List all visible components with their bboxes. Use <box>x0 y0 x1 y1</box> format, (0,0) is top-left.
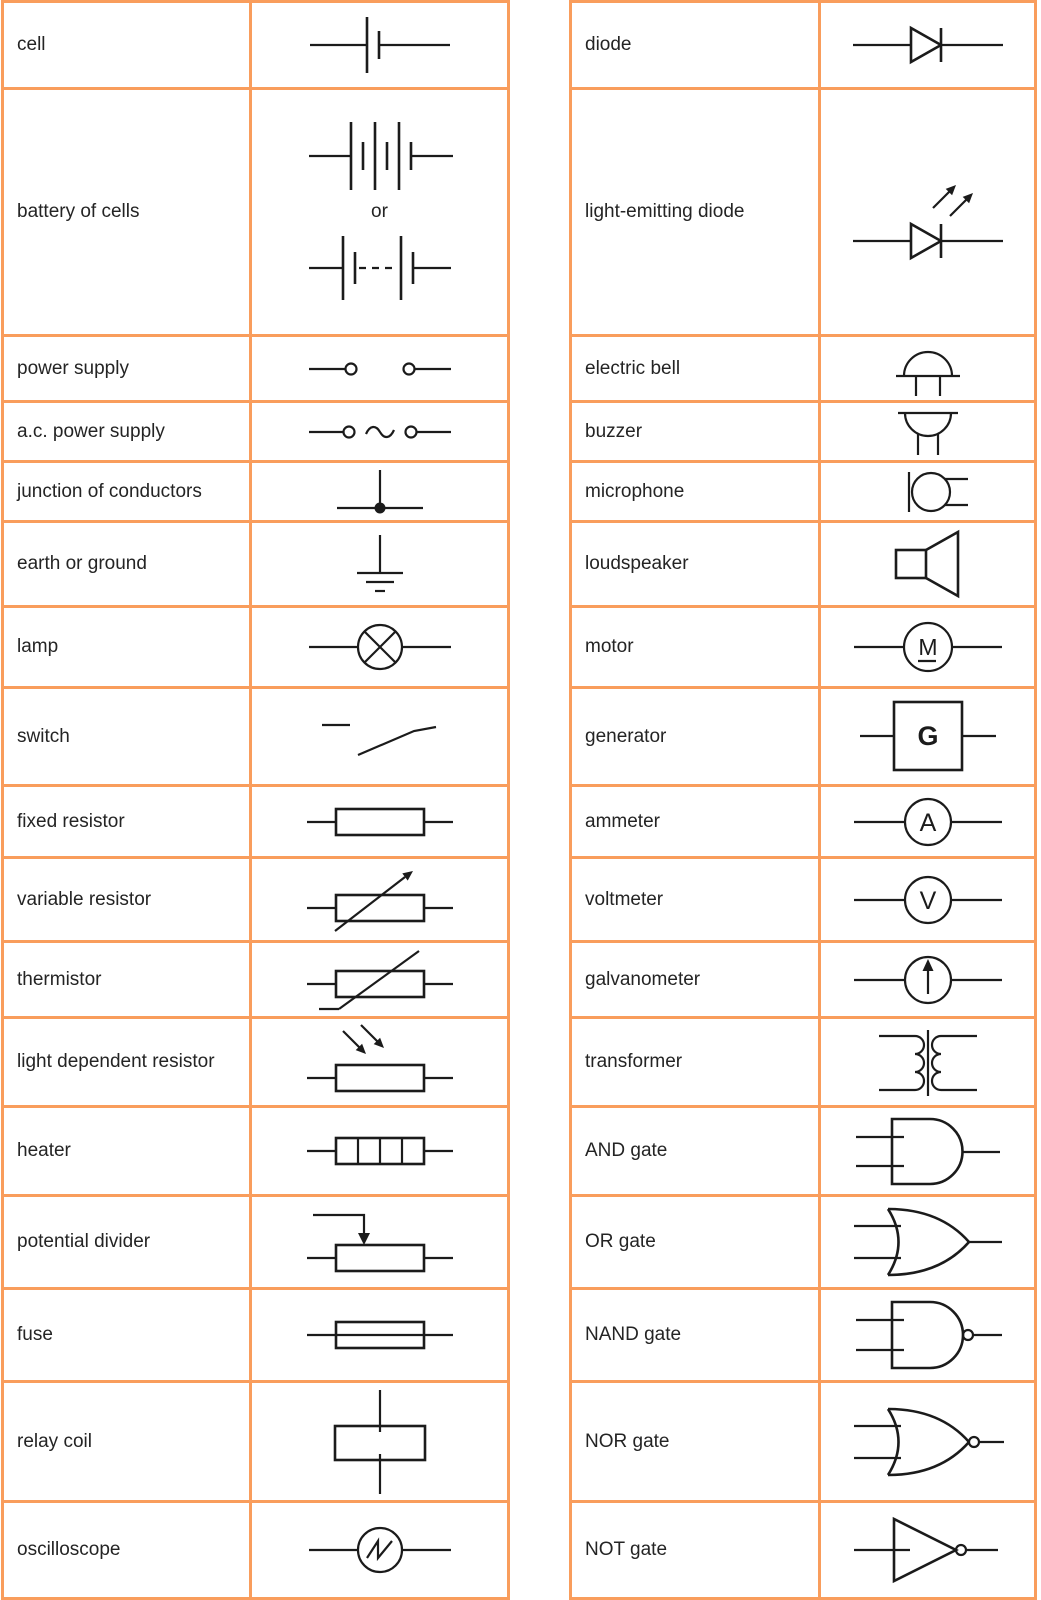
row-label: transformer <box>585 1051 683 1072</box>
buzzer-symbol-cell <box>821 403 1034 460</box>
galvanometer-label <box>572 943 818 1016</box>
led-label <box>572 90 818 334</box>
junction-symbol <box>325 464 435 520</box>
fixed-resistor-symbol-cell <box>252 787 507 856</box>
and-gate-symbol <box>848 1110 1008 1192</box>
oscilloscope-symbol <box>305 1520 455 1580</box>
led-symbol <box>848 151 1008 273</box>
circuit-symbols-table-left <box>1 0 510 1600</box>
ammeter-symbol <box>848 791 1008 853</box>
ldr-symbol <box>305 1021 455 1103</box>
variable-resistor-symbol-cell <box>252 859 507 940</box>
battery-label <box>4 90 249 334</box>
cell-label <box>4 3 249 87</box>
cell-symbol-cell <box>252 3 507 87</box>
electric-bell-label <box>572 337 818 400</box>
microphone-label <box>572 463 818 520</box>
row-label: buzzer <box>585 420 643 442</box>
thermistor-symbol <box>305 945 455 1015</box>
relay-coil-symbol <box>315 1386 445 1498</box>
generator-label <box>572 689 818 784</box>
led-symbol-cell <box>821 90 1034 334</box>
lamp-label <box>4 608 249 686</box>
row-label: electric bell <box>585 357 681 379</box>
row-label: oscilloscope <box>17 1539 121 1560</box>
electric-bell-symbol <box>868 340 988 398</box>
nor-gate-symbol <box>848 1396 1008 1488</box>
row-label: relay coil <box>17 1430 92 1452</box>
fuse-symbol <box>305 1309 455 1361</box>
thermistor-label <box>4 943 249 1016</box>
and-gate-label <box>572 1108 818 1194</box>
galvanometer-symbol-cell <box>821 943 1034 1016</box>
fuse-symbol-cell <box>252 1290 507 1380</box>
ldr-symbol-cell <box>252 1019 507 1105</box>
row-label: ammeter <box>585 810 660 832</box>
motor-letter: M <box>917 634 938 660</box>
ammeter-letter: A <box>919 808 936 837</box>
microphone-symbol-cell <box>821 463 1034 520</box>
diode-symbol <box>848 16 1008 74</box>
and-gate-symbol-cell <box>821 1108 1034 1194</box>
not-gate-symbol <box>848 1511 1008 1589</box>
row-label: thermistor <box>17 968 102 990</box>
cell-symbol <box>305 13 455 77</box>
not-gate-label <box>572 1503 818 1597</box>
not-gate-symbol-cell <box>821 1503 1034 1597</box>
row-label: junction of conductors <box>17 480 202 502</box>
ammeter-symbol-cell <box>821 787 1034 856</box>
microphone-symbol <box>873 465 983 519</box>
row-label: voltmeter <box>585 888 664 910</box>
heater-label <box>4 1108 249 1194</box>
earth-label <box>4 523 249 605</box>
row-label: NOT gate <box>585 1539 668 1560</box>
galvanometer-symbol <box>848 949 1008 1011</box>
voltmeter-label <box>572 859 818 940</box>
motor-symbol-cell <box>821 608 1034 686</box>
row-label: light dependent resistor <box>17 1051 215 1072</box>
voltmeter-symbol-cell <box>821 859 1034 940</box>
heater-symbol-cell <box>252 1108 507 1194</box>
buzzer-symbol <box>868 405 988 459</box>
loudspeaker-symbol <box>868 525 988 603</box>
row-label: galvanometer <box>585 968 701 990</box>
switch-symbol-cell <box>252 689 507 784</box>
fixed-resistor-label <box>4 787 249 856</box>
transformer-symbol-cell <box>821 1019 1034 1105</box>
power-supply-symbol-cell <box>252 337 507 400</box>
motor-label <box>572 608 818 686</box>
loudspeaker-label <box>572 523 818 605</box>
battery-symbol <box>305 116 455 196</box>
or-gate-symbol <box>848 1199 1008 1285</box>
fixed-resistor-symbol <box>305 794 455 850</box>
earth-symbol <box>325 531 435 597</box>
nor-gate-symbol-cell <box>821 1383 1034 1500</box>
row-label: microphone <box>585 480 685 502</box>
power-supply-label <box>4 337 249 400</box>
potential-divider-label <box>4 1197 249 1287</box>
voltmeter-letter: V <box>919 886 936 915</box>
loudspeaker-symbol-cell <box>821 523 1034 605</box>
row-label: heater <box>17 1140 71 1161</box>
oscilloscope-symbol-cell <box>252 1503 507 1597</box>
battery-or-text: or <box>371 201 388 222</box>
potential-divider-symbol <box>305 1201 455 1283</box>
ldr-label <box>4 1019 249 1105</box>
generator-symbol <box>848 694 1008 780</box>
power-supply-symbol <box>305 356 455 382</box>
lamp-symbol-cell <box>252 608 507 686</box>
nand-gate-symbol <box>848 1293 1008 1377</box>
row-label: fixed resistor <box>17 810 125 832</box>
relay-coil-label <box>4 1383 249 1500</box>
row-label: potential divider <box>17 1231 151 1252</box>
row-label: variable resistor <box>17 888 152 910</box>
or-gate-symbol-cell <box>821 1197 1034 1287</box>
row-label: light-emitting diode <box>585 201 745 222</box>
row-label: cell <box>17 34 46 55</box>
row-label: NAND gate <box>585 1324 682 1345</box>
row-label: switch <box>17 725 70 747</box>
battery-symbol-cell <box>252 90 507 334</box>
battery-symbol-group <box>305 116 455 308</box>
nand-gate-label <box>572 1290 818 1380</box>
row-label: a.c. power supply <box>17 420 165 442</box>
variable-resistor-symbol <box>305 863 455 937</box>
transformer-label <box>572 1019 818 1105</box>
ac-power-supply-symbol-cell <box>252 403 507 460</box>
thermistor-symbol-cell <box>252 943 507 1016</box>
row-label: diode <box>585 34 632 55</box>
row-label: earth or ground <box>17 553 147 574</box>
switch-label <box>4 689 249 784</box>
nor-gate-label <box>572 1383 818 1500</box>
ac-power-supply-label <box>4 403 249 460</box>
heater-symbol <box>305 1123 455 1179</box>
generator-symbol-cell <box>821 689 1034 784</box>
fuse-label <box>4 1290 249 1380</box>
variable-resistor-label <box>4 859 249 940</box>
row-label: battery of cells <box>17 201 140 222</box>
potential-divider-symbol-cell <box>252 1197 507 1287</box>
circuit-symbols-table-right <box>569 0 1037 1600</box>
row-label: OR gate <box>585 1231 656 1252</box>
junction-label <box>4 463 249 520</box>
motor-symbol <box>848 616 1008 678</box>
lamp-symbol <box>305 616 455 678</box>
row-label: fuse <box>17 1324 53 1345</box>
junction-symbol-cell <box>252 463 507 520</box>
switch-symbol <box>310 711 450 763</box>
diode-label <box>572 3 818 87</box>
diode-symbol-cell <box>821 3 1034 87</box>
oscilloscope-label <box>4 1503 249 1597</box>
relay-coil-symbol-cell <box>252 1383 507 1500</box>
earth-symbol-cell <box>252 523 507 605</box>
battery-dashed-symbol <box>305 228 455 308</box>
nand-gate-symbol-cell <box>821 1290 1034 1380</box>
generator-letter: G <box>916 720 939 751</box>
row-label: lamp <box>17 636 59 657</box>
row-label: NOR gate <box>585 1430 670 1452</box>
buzzer-label <box>572 403 818 460</box>
electric-bell-symbol-cell <box>821 337 1034 400</box>
row-label: loudspeaker <box>585 553 689 574</box>
or-gate-label <box>572 1197 818 1287</box>
transformer-symbol <box>863 1023 993 1101</box>
row-label: motor <box>585 636 634 657</box>
ammeter-label <box>572 787 818 856</box>
voltmeter-symbol <box>848 869 1008 931</box>
ac-power-supply-symbol <box>305 419 455 445</box>
row-label: power supply <box>17 357 129 379</box>
row-label: AND gate <box>585 1140 668 1161</box>
row-label: generator <box>585 725 667 747</box>
